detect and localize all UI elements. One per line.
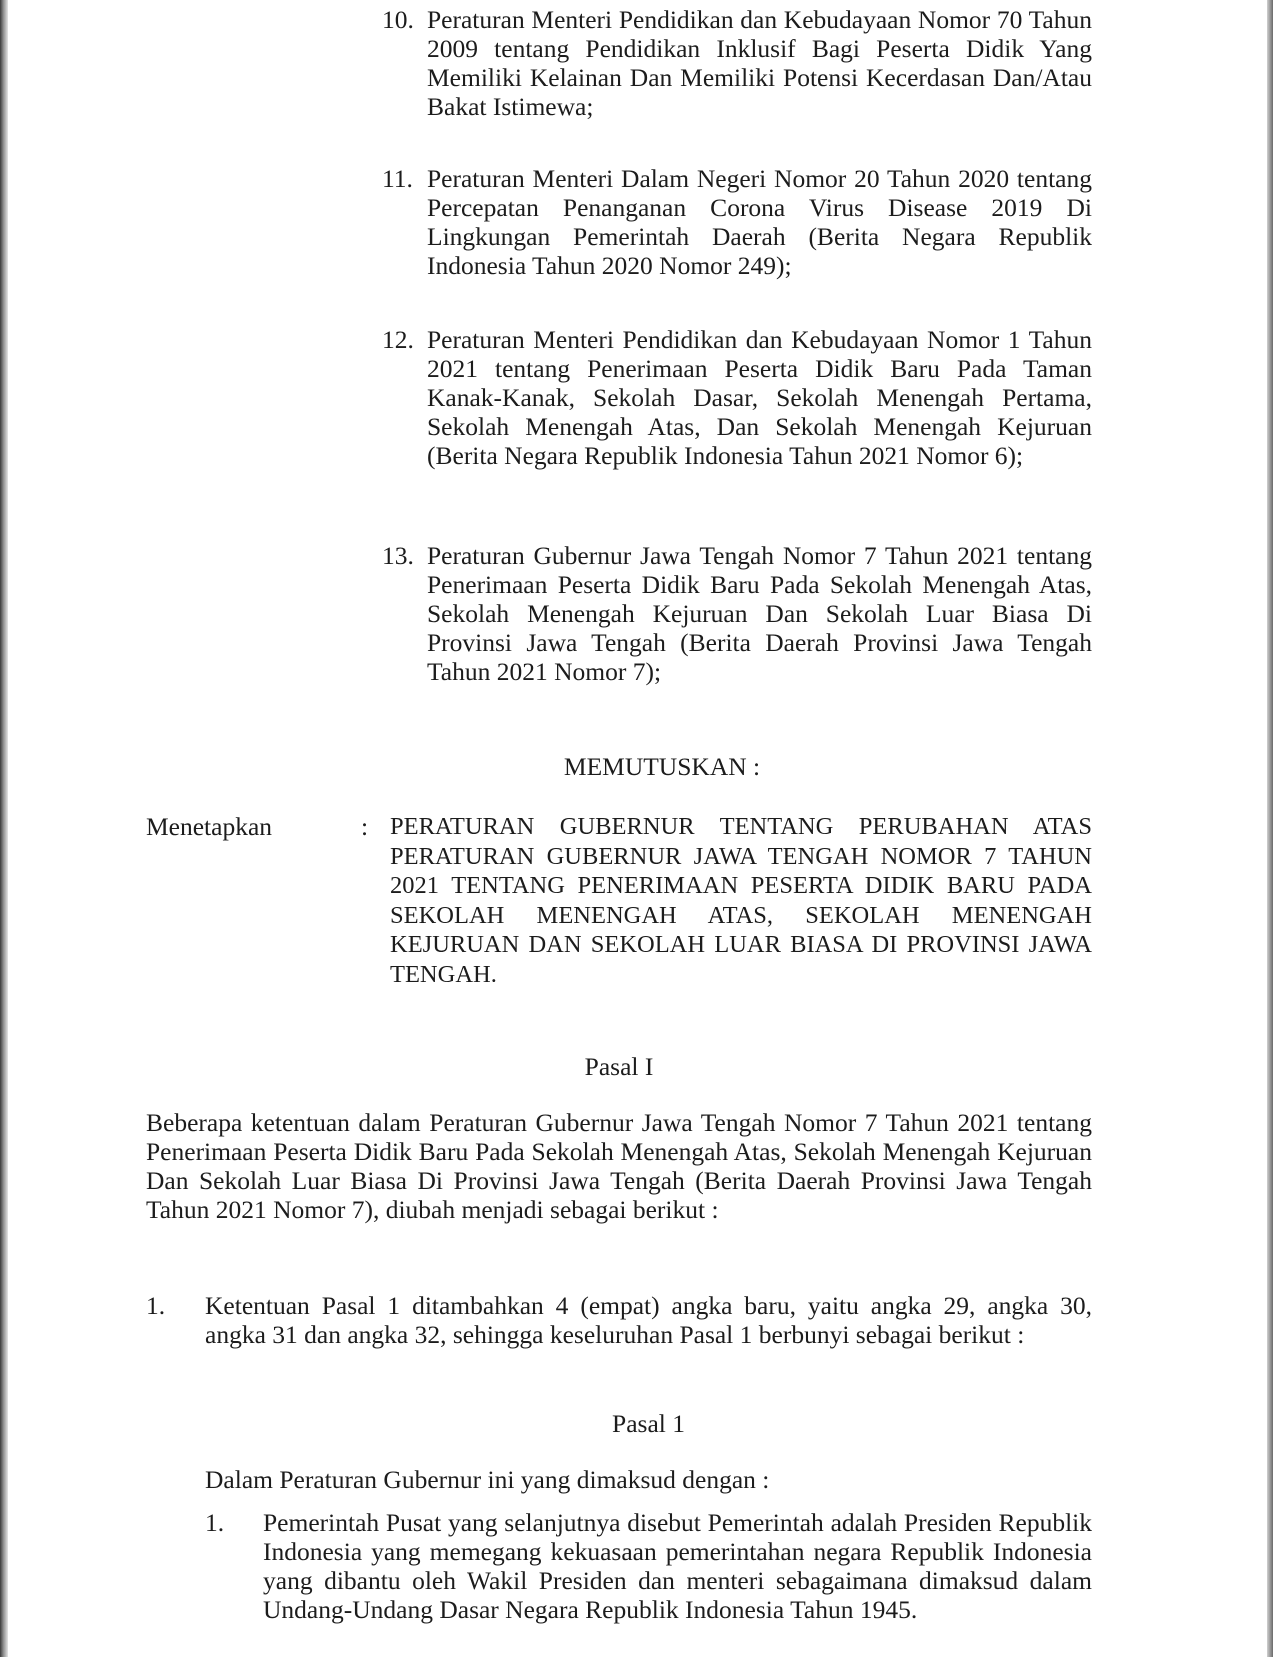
consideration-number: 10. [382,5,414,34]
consideration-number: 12. [382,325,414,354]
menetapkan-text: PERATURAN GUBERNUR TENTANG PERUBAHAN ATAS PERATURAN GUBERNUR JAWA TENGAH NOMOR 7 TAHUN 2021 TENTANG PENERIMAAN PESERTA DIDIK BARU PADA SEKOLAH MENENGAH ATAS, SEKOLAH MENENGAH KEJURUAN DAN SEKOLAH LUAR BIASA DI PROVINSI JAWA TENGAH. [390,813,1092,988]
consideration-text: Peraturan Menteri Dalam Negeri Nomor 20 Tahun 2020 tentang Percepatan Penanganan Corona Virus Disease 2019 Di Lingkungan Pemerintah Daerah (Berita Negara Republik Indonesia Tahun 2020 Nomor 249); [427,164,1092,280]
menetapkan-label: Menetapkan [146,812,273,841]
menetapkan-colon: : [361,812,369,841]
intro-paragraph: Beberapa ketentuan dalam Peraturan Gubernur Jawa Tengah Nomor 7 Tahun 2021 tentang Penerimaan Peserta Didik Baru Pada Sekolah Menengah Atas, Sekolah Menengah Kejuruan Dan Sekolah Luar Biasa Di Provinsi Jawa Tengah (Berita Daerah Provinsi Jawa Tengah Tahun 2021 Nomor 7), diubah menjadi sebagai berikut : [146,1108,1092,1224]
consideration-number: 13. [382,541,414,570]
definition-item-text: Pemerintah Pusat yang selanjutnya disebut Pemerintah adalah Presiden Republik Indonesia yang memegang kekuasaan pemerintahan negara Republik Indonesia yang dibantu oleh Wakil Presiden dan menteri sebagaimana dimaksud dalam Undang-Undang Dasar Negara Republik Indonesia Tahun 1945. [263,1508,1092,1624]
consideration-text: Peraturan Menteri Pendidikan dan Kebudayaan Nomor 1 Tahun 2021 tentang Penerimaan Peserta Didik Baru Pada Taman Kanak-Kanak, Sekolah Dasar, Sekolah Menengah Pertama, Sekolah Menengah Atas, Dan Sekolah Menengah Kejuruan (Berita Negara Republik Indonesia Tahun 2021 Nomor 6); [427,325,1092,470]
change-item-text: Ketentuan Pasal 1 ditambahkan 4 (empat) angka baru, yaitu angka 29, angka 30, angka 31 dan angka 32, sehingga keseluruhan Pasal 1 berbunyi sebagai berikut : [205,1291,1092,1349]
consideration-number: 11. [382,164,413,193]
definition-item-number: 1. [205,1508,225,1537]
definitions-intro: Dalam Peraturan Gubernur ini yang dimaksud dengan : [205,1465,770,1494]
decision-heading: MEMUTUSKAN : [563,752,761,781]
change-item-number: 1. [146,1291,166,1320]
article-roman-heading: Pasal I [584,1052,654,1081]
consideration-text: Peraturan Menteri Pendidikan dan Kebudayaan Nomor 70 Tahun 2009 tentang Pendidikan Inklusif Bagi Peserta Didik Yang Memiliki Kelainan Dan Memiliki Potensi Kecerdasan Dan/Atau Bakat Istimewa; [427,5,1092,121]
article-1-heading: Pasal 1 [612,1409,685,1438]
consideration-text: Peraturan Gubernur Jawa Tengah Nomor 7 Tahun 2021 tentang Penerimaan Peserta Didik Baru Pada Sekolah Menengah Atas, Sekolah Menengah Kejuruan Dan Sekolah Luar Biasa Di Provinsi Jawa Tengah (Berita Daerah Provinsi Jawa Tengah Tahun 2021 Nomor 7); [427,541,1092,686]
